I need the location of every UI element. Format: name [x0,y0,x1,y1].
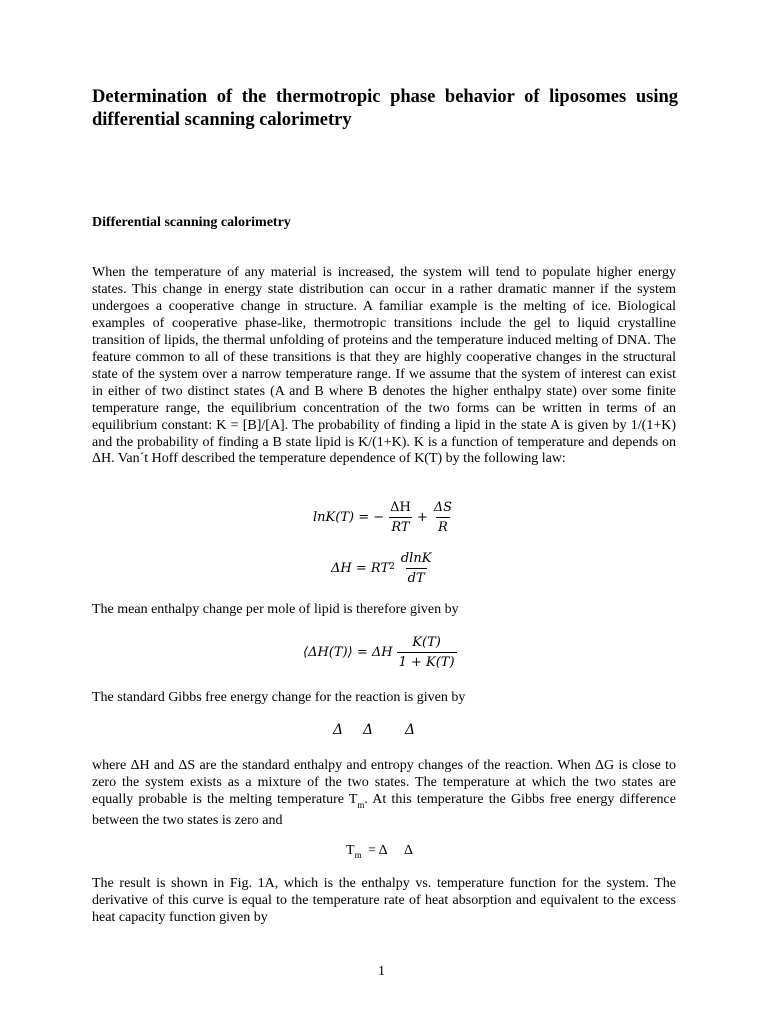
equation-lhs: ΔH = RT [331,561,390,576]
result-paragraph: The result is shown in Fig. 1A, which is the enthalpy vs. temperature function for the system. The derivative of this curve is equal to the temperature rate of heat absorption and equivalent to the excess heat capacity function given by [92,876,676,925]
melting-temperature-paragraph [92,758,676,830]
delta-symbol: Δ [404,843,414,858]
delta-symbol: Δ [333,722,344,738]
paragraph-text: where ΔH and ΔS are the standard enthalpy and entropy changes of the reaction. When ΔG is close to zero the system exists as a mixture of the two states. The temperature at which the two states are equally probable is the melting temperature T [92,758,676,807]
fraction [432,499,454,536]
numerator: ΔS [433,500,453,515]
plus-sign: + [416,510,428,525]
vant-hoff-equation [313,499,458,536]
denominator: R [436,517,450,536]
paper-title: Determination of the thermotropic phase behavior of liposomes using differential scanning calorimetry [92,87,678,130]
mean-enthalpy-equation [303,634,461,671]
gibbs-sentence: The standard Gibbs free energy change for the reaction is given by [92,690,466,705]
tm-letter: T [346,843,355,858]
denominator: RT [389,517,411,536]
equals-delta: = Δ [368,843,388,858]
fraction [388,499,413,536]
intro-paragraph: When the temperature of any material is increased, the system will tend to populate higher energy states. This change in energy state distribution can occur in a rather dramatic manner if the system undergoes a cooperative change in structure. A familiar example is the melting of ice. Biological examples of cooperative phase-like, thermotropic transitions include the gel to liquid crystalline transition of lipids, the thermal unfolding of proteins and the temperature induced melting of DNA. The feature common to all of these transitions is that they are highly cooperative changes in the structural state of the system over a narrow temperature range. If we assume that the system of interest can exist in either of two distinct states (A and B where B denotes the higher enthalpy state) over some finite temperature range, the equilibrium concentration of the two forms can be written in terms of an equilibrium constant: K = [B]/[A]. The probability of finding a lipid in the state A is given by 1/(1+K) and the probability of finding a B state lipid is K/(1+K). K is a function of temperature and depends on ΔH. Van´t Hoff described the temperature dependence of K(T) by the following law: [92,265,676,467]
delta-symbol: Δ [363,722,374,738]
subscript: m [357,799,365,810]
equation-lhs: lnK(T) = − [313,510,385,525]
numerator: ΔH [390,500,411,515]
fraction [397,634,457,671]
delta-symbol: Δ [405,722,416,738]
page-number: 1 [378,964,385,979]
enthalpy-equation [331,550,437,587]
numerator: K(T) [412,635,441,650]
numerator: dlnK [400,551,432,566]
fraction [399,550,434,587]
mean-enthalpy-sentence: The mean enthalpy change per mole of lipid is therefore given by [92,602,459,617]
denominator: dT [406,568,427,587]
exponent: 2 [389,561,395,572]
paragraph-text: . At this temperature the Gibbs free energy difference between the two states is zero and [92,791,676,828]
equation-lhs: ⟨ΔH(T)⟩ = ΔH [303,645,393,660]
tm-symbol [346,843,362,860]
subscript: m [354,849,362,860]
section-heading: Differential scanning calorimetry [92,215,291,230]
denominator: 1 + K(T) [397,652,457,671]
